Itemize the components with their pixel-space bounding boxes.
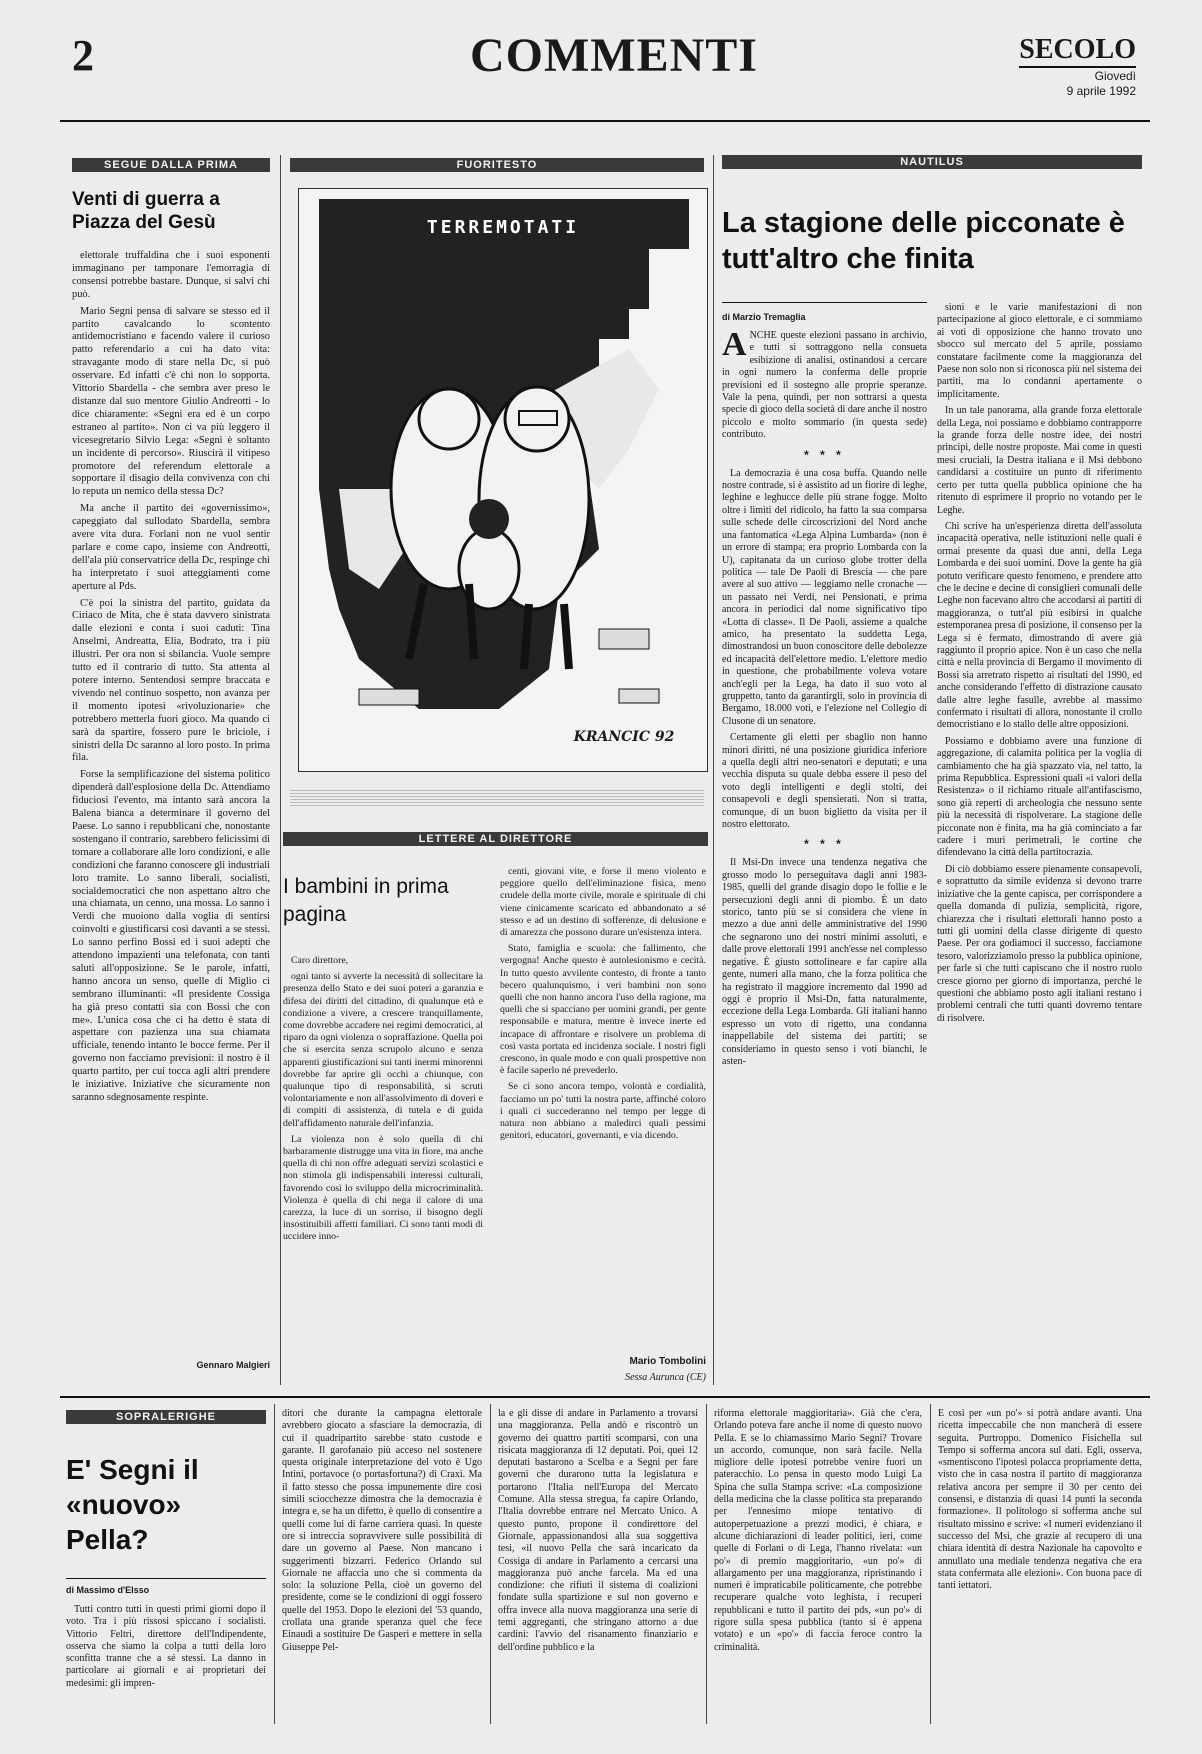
rubric-fuoritesto: FUORITESTO — [290, 158, 704, 172]
drop-cap: A — [722, 330, 747, 363]
masthead-rule — [60, 120, 1150, 122]
paragraph: ditori che durante la campagna elettorale avrebbero giocato a sfasciare la democrazia, di cui il quadripartito sarebbe stato custode e garante. Il garofanaio più acceso nel sostenere questa originale interpretazione del voto è Ugo Intini, portavoce (o portasfortuna?) di Craxi. Ma il fatto stesso che possa impunemente dire così simili sciocchezze dimostra che la democrazia è integra e, se ha un difetto, è quello di consentire a quelli come lui di farne carriera quasi. In queste ore si intreccia sopravvivere sulle possibilità di dare un governo al Paese. Non mancano i suggerimenti bizzarri. Federico Orlando sul Giornale ne affaccia uno che si commenta da solo: la soluzione Pella, cioè un governo del presidente, come se le condizioni di oggi fossero quelle del 1953. Dopo le elezioni del '53 quando, crollata una grande speranza quel che fece Einaudi a sostituire De Gasperi e mettere in sella Giuseppe Pel- — [282, 1408, 482, 1653]
paragraph: Il Msi-Dn invece una tendenza negativa che grosso modo lo perseguitava dagli anni 1983-1985, quelli del grande disagio dopo le follie e le persecuzioni degli anni di piombo. È un dato storico, tanto più se si considera che viene in mezzo a due anni delle amministrative del 1990 che segnarono uno dei nostri minimi assoluti, e dalle prove elettorali 1991 anch'esse nel complesso negative. È giusto sottolineare e far capire alla gente, numeri alla mano, che la forza politica che ha registrato il maggiore incremento dal 1990 ad oggi è proprio il Msi-Dn, fatta naturalmente, eccezione della Lega Lombarda. Gli italiani hanno espresso un voto di rigetto, una condanna inappellabile del sistema dei partiti; se consideriamo in questo senso i voti bianchi, le asten- — [722, 857, 927, 1067]
sopralerighe-col-a — [66, 1604, 266, 1724]
section-break: * * * — [804, 447, 845, 462]
byline-rule — [66, 1578, 266, 1579]
paragraph: Ma anche il partito dei «governissimo», capeggiato dal sullodato Sbardella, sembra avere vita dura. Forlani non ne vuol sentir parlare e come capo, insieme con Andreotti, dell'ala più conservatrice della Dc, respinge chi ha interpretato i suoi atteggiamenti come aperture al Pds. — [72, 503, 270, 592]
column-divider — [930, 1404, 931, 1724]
paragraph: Caro direttore, — [291, 955, 349, 966]
paragraph: Tutti contro tutti in questi primi giorni dopo il voto. Tra i più rissosi spiccano i socialisti. Vittorio Feltri, direttore dell'Indipendente, osserva che siamo la colpa a tutti della loro sconfitta tranne che a sé stessi. La danno in particolare ai giornali e ai proprietari dei medesimi: gli impren- — [66, 1604, 266, 1689]
paragraph: Se ci sono ancora tempo, volontà e cordialità, facciamo un po' tutti la nostra parte, affinché coloro i quali ci succederanno nel tempo per legge di natura non abbiano a maledirci quali pessimi genitori, educatori, governanti, e via dicendo. — [500, 1081, 706, 1142]
sopralerighe-col-d — [714, 1408, 922, 1724]
column-divider — [706, 1404, 707, 1724]
decorative-rule — [290, 788, 704, 806]
column-divider — [280, 155, 281, 1385]
paragraph: Stato, famiglia e scuola: che fallimento, che vergogna! Anche questo è autolesionismo e cecità. In tutto questo avvilente contesto, di fronte a tanto becero qualunquismo, i veri bambini non sono quelli che non hanno ancora l'uso della ragione, ma quelli che si spacciano per uomini grandi, per gente responsabile e matura, mentre è invece inerte ed incapace di affrontare e risolvere un problema di così vasta portata ed incidenza sociale. I nostri figli crescono, in quale modo e con quali prospettive non è facile saperlo né prevederlo. — [500, 943, 706, 1077]
paragraph: In un tale panorama, alla grande forza elettorale della Lega, noi possiamo e dobbiamo contrapporre la grande forza delle nostre idee, dei nostri principi, delle nostre proposte. Mai come in questi mesi cruciali, la Destra italiana e il Msi debbono candidarsi a costituire un punto di riferimento certo per tutta quella pubblica opinione che ha ritenuto di esprimere il proprio no votando per le Leghe. — [937, 405, 1142, 516]
headline-i-bambini: I bambini in prima pagina — [283, 875, 449, 926]
paragraph: ogni tanto si avverte la necessità di sollecitare la presenza dello Stato e dei suoi poteri a garanzia e difesa dei diritti del cittadino, di qualunque età e condizione a vivere, a crescere tranquillamente, come dovrebbe accadere nei regimi democratici, al riparo da ogni violenza o sopraffazione. Quella poi che si esercita senza scrupolo alcuno e senza apparenti giustificazioni sui tanti inermi minorenni dovrebbe far aprire gli occhi a chiunque, con qualunque tipo di responsabilità, si scruti volontariamente e non all'assolvimento di doveri e di compiti di assistenza, di tutela e di guida dell'affidamento naturale dell'infanzia. — [283, 971, 483, 1129]
paragraph: centi, giovani vite, e forse il meno violento e peggiore quello dell'eliminazione fisica, meno crudele della morte civile, morale e spirituale di chi viene cinicamente scaricato ed abbandonato a sé stesso e ad un destino di sofferenze, di delusione e di amarezza che possono durare un'esistenza intera. — [500, 866, 706, 939]
paragraph: Chi scrive ha un'esperienza diretta dell'assoluta incapacità operativa, nelle istituzioni nelle quali è ormai presente da quasi due anni, della Lega Lombarda e dei suoi uomini. Dove la gente ha già potuto verificare questo fenomeno, e prendere atto che le decine e decine di consiglieri comunali delle Leghe non facevano altro che accodarsi ai partiti di maggioranza, o tutt'al più esibirsi in qualche estemporanea presa di posizione, il consenso per la Lega si è fermato, dimostrando di avere già raggiunto il proprio apice. Non è un caso che nella città e nella provincia di Bergamo il movimento di Bossi sia arretrato rispetto ai risultati del 1990, ed anche considerando l'effetto di distrazione causato dalle altre leghe fasulle, avrebbe al massimo confermato i risultati di allora, nonostante il crollo democristiano e lo stallo delle altre opposizioni. — [937, 520, 1142, 731]
headline-stagione-picconate: La stagione delle picconate è tutt'altro che finita — [722, 207, 1125, 275]
byline-rule — [722, 302, 927, 303]
paragraph: la e gli disse di andare in Parlamento a trovarsi una maggioranza. Pella andò e riscontrò un governo dei quattro partiti scomparsi, con una risicata maggioranza di 12 deputati. Poi, quei 12 deputati bastarono a Scelba e a Segni per fare governi che durarono tutta la legislatura e portarono l'Italia nell'Europa del Mercato Comune. Alla stessa stregua, fa capire Orlando, l'Italia dovrebbe entrare nel Mercato Unico. A questo punto, propone il condirettore del Giornale, appassionandosi alla sua soggettiva tesi, «il nuovo Pella che sarà incaricato da Cossiga di andare in Parlamento a cercarsi una maggioranza può anche farcela. Ma ed una condizione: che rifiuti il sistema di coalizioni fondate sulla spartizione e sul non governo e offra invece alla nuova maggioranza una serie di temi aggreganti, che stringano attorno a due cardini: l'avvio del risanamento finanziario e dell'ordine pubblico e la — [498, 1408, 698, 1653]
paragraph: riforma elettorale maggioritaria». Già che c'era, Orlando poteva fare anche il nome di questo nuovo Pella. E se lo chiamassimo Mario Segni? Trovare un accordo, comunque, non sarà facile. Nella migliore delle ipotesi potrebbe venire fuori un pateracchio. Lo pensa in questo modo Luigi La Spina che sulla Stampa scrive: «La composizione della medicina che la classe politica sta preparando per l'ennesimo miope tentativo di autoperpetuazione a prezzi modici, è chiara, e alcune dichiarazioni di leader politici, ieri, come quelle di Forlani o di Lega, l'hanno rivelata: «un po'» di premio maggioritario, «un po'» di allargamento per una maggioranza, ripristinando i numeri è impraticabile politicamente, che potrebbe recuperare qualche voto leghista, i recuperi repubblicani e tutto il partito dei pds, «un po'» di rigore sulla spesa pubblica (tanto si è appena votato) e un «po'» di faccia feroce contro la criminalità. — [714, 1408, 922, 1653]
paragraph: Mario Segni pensa di salvare se stesso ed il partito cavalcando lo scontento antidemocristiano e facendo valere il curioso patto referendario a cui ha dato vita: stravagante modo di stare nella Dc, si può osservare. Ed infatti c'è chi non lo sopporta. Vittorio Sbardella - che sembra aver preso le distanze dal suo mentore Giulio Andreotti - lo dice chiaramente: «Segni era ed è un corpo estraneo al partito». Non ci va più leggero il vicesegretario Silvio Lega: «Segni è soltanto un incidente di percorso». Riuscirà il vitipeso promotore del referendum elettorale a sopportare il disagio della convivenza con chi lo reputa un nemico della stessa Dc? — [72, 305, 270, 498]
headline-segni-pella: E' Segni il «nuovo» Pella? — [66, 1454, 199, 1555]
sopralerighe-col-c — [498, 1408, 698, 1724]
column-divider — [274, 1404, 275, 1724]
section-title: COMMENTI — [470, 29, 758, 82]
paragraph: Forse la semplificazione del sistema politico dipenderà dall'esplosione della Dc. Attendiamo fiduciosi l'evento, ma intanto sarà ancora la Balena bianca a determinare il governo del Paese. Lo sanno i repubblicani che, nonostante sostengano il contrario, sarebbero felicissimi di tornare a collaborare alle loro condizioni, e alle condizioni che faranno conoscere gli industriali loro tramite. Lo sanno liberali, socialisti, socialdemocratici che non aspettano altro che una chiamata, un cenno, una mossa. Lo sanno i Verdi che muoiono dalla voglia di sentirsi coinvolti e giustificarsi così davanti a se stessi. Lo sanno perfino Bossi ed i suoi adepti che attendono impazienti una telefonata, con tanti saluti all'opposizione. Se le parole, infatti, hanno ancora un senso, quelle di Miglio ci sembrano illuminanti: «Il presidente Cossiga ha già preso contatti sia con Bossi che con me». L'unica cosa che ci ha detto è stata di aspettare con pazienza una sua chiamata ufficiale, tenendo intanto le bocce ferme. Per il governo non facciamo previsioni: il nostro è il quarto partito, per cui tocca agli altri prendere le iniziative. Iniziative che sicuramente non saranno sdegnosamente respinte. — [72, 769, 270, 1103]
newspaper-brand — [1019, 34, 1136, 98]
byline-delsso: di Massimo d'Elsso — [66, 1585, 150, 1595]
letter-body-b — [500, 866, 706, 1306]
paragraph: C'è poi la sinistra del partito, guidata da Ciriaco de Mita, che è stata davvero sinistrata dalle elezioni e conta i suoi caduti: Tina Anselmi, Andreatta, Elia, Bodrato, tra i più illustri. Per ora non si sbilancia. Vuole sempre tutto ed il contrario di tutto. Sta attenta al potere interno. Sentendosi sempre braccata e vivendo nel continuo sospetto, non avanza per il momento ipotesi «rivoluzionarie» che potrebbero metterla fuori gioco. Ma quando ci sarà da spartire, fossero pure le briciole, i sinistri della Dc saranno al loro posto. In prima fila. — [72, 597, 270, 764]
column-divider — [713, 155, 714, 1385]
rubric-sopralerighe: SOPRALERIGHE — [66, 1410, 266, 1424]
issue-date: 9 aprile 1992 — [1066, 84, 1136, 98]
cartoon-drawing — [299, 189, 707, 771]
paragraph: E così per «un po'» si potrà andare avanti. Una ricetta impeccabile che non mancherà di essere seguita. Purtroppo. Domenico Fisichella sul Tempo si sofferma ancora sul dati. Egli, osserva, «smentiscono l'ipotesi polacca propriamente detta, visto che in casa nostra il partito di maggioranza relativa ancora per sempre il 30 per cento dei consensi, e distanzia di quasi 14 punti la seconda formazione». Il politologo si sofferma anche sul risultato missino e scrive: «I numeri evidenziano il successo del Msi, che grazie al recupero di una chiara identità di destra Nazionale ha capovolto e annullato una mediale tendenza negativa che era stata confermata alle elezioni». Con buona pace di tanti iettatori. — [938, 1408, 1142, 1592]
letter-signature-place: Sessa Aurunca (CE) — [625, 1372, 706, 1383]
article-picconate-b — [937, 302, 1142, 1380]
sopralerighe-col-e — [938, 1408, 1142, 1724]
cartoon-signature: KRANCIC 92 — [573, 729, 675, 745]
article-picconate-a — [722, 330, 927, 1380]
cartoon-caption: TERREMOTATI — [426, 217, 580, 238]
paragraph: La violenza non è solo quella di chi barbaramente distrugge una vita in fiore, ma anche quella di chi non offre adeguati servizi scolastici e non stimola gli indispensabili interessi culturali, favorendo così lo sviluppo della microcriminalità. Violenza è quella di chi nega il calore di una carezza, la luce di un sorriso, il bisogno degli insostituibili affetti familiari. Ci sono tanti modi di uccidere inno- — [283, 1133, 483, 1243]
headline-venti-di-guerra: Venti di guerra a Piazza del Gesù — [72, 189, 220, 233]
article-venti-di-guerra — [72, 250, 270, 1340]
section-break: * * * — [804, 837, 845, 852]
rubric-lettere: LETTERE AL DIRETTORE — [283, 832, 708, 846]
letter-body-a — [283, 955, 483, 1375]
page-number: 2 — [72, 31, 94, 80]
brand-logo: SECOLO — [1019, 34, 1136, 68]
rubric-nautilus: NAUTILUS — [722, 155, 1142, 169]
issue-day: Giovedì — [1094, 69, 1136, 83]
paragraph: La democrazia è una cosa buffa. Quando nelle nostre contrade, si è assistito ad un fiorire di leghe, leghine e leghucce delle più strane fogge. Molto oltre i limiti del ridicolo, ha fatto la sua comparsa sulle schede delle circoscrizioni del Nord anche una fantomatica «Lega Alpina Lumbarda» (non è un errore di stampa; era proprio Lombarda con la U), capitanata da un curioso globe trotter della politica — tale De Paoli di Brescia — che pare avere al suo attivo — leggiamo nelle cronache — un passato nei Verdi, nei Pensionati, e prima ancora in periodici dal nome significativo tipo «Lotta di classe». Il De Paoli, assieme a qualche amico, ha presentato la suddetta Lega, dimostrandosi un buon conoscitore delle debolezze ed incapacità dell'elettore medio. L'elettore medio in questione, che probabilmente voleva votare anch'egli per la Lega, ha dato il suo voto al gruppetto, tanto da garantirgli, solo in provincia di Bergamo, 18.000 voti, e l'elezione nel Collegio di Clusone di un senatore. — [722, 467, 927, 727]
paragraph: Certamente gli eletti per sbaglio non hanno minori diritti, né una posizione giuridica inferiore a quella degli altri neo-senatori e deputati; e una vecchia disputa su quale debba essere il peso del voto degli intelligenti e degli stolti, dei consapevoli e degli spensierati. Non si tratta, comunque, di un buon biglietto da visita per il nostro elettorato. — [722, 732, 927, 831]
letter-signature: Mario Tombolini — [629, 1356, 706, 1367]
author-malgieri: Gennaro Malgieri — [196, 1360, 270, 1370]
paragraph: Possiamo e dobbiamo avere una funzione di aggregazione, di calamita politica per la voglia di cambiamento che ha già spazzato via, nel tatto, la prima Repubblica. Espressioni quali «i valori della Resistenza» o il richiamo rituale all'antifascismo, sono già reperti di archeologia che nessuno sente più la necessità di rispolverare. La stagione delle picconate non è finita, ma ha già cominciato a far cadere i muri perimetrali, le cortine che difendevano la città della partitocrazia. — [937, 735, 1142, 859]
paragraph: Di ciò dobbiamo essere pienamente consapevoli, e soprattutto da simile evidenza si devono trarre iniziative che la gente capisca, per corrispondere a quella domanda di pulizia, semplicità, rigore, chiarezza che i risultati elettorali hanno posto a tutti gli uomini della classe dirigente di questo Paese. Per ora godiamoci il successo, facciamone tesoro, valorizziamolo presso la pubblica opinione, per farle sì che tutti capiscano che il nostro ruolo cresce giorno per giorno di importanza, perché le questioni che abbiamo posto agli italiani restano i problemi centrali che tutti quanti dovremo tentare di risolvere. — [937, 863, 1142, 1024]
byline-tremaglia: di Marzio Tremaglia — [722, 312, 806, 322]
cartoon-terremotati — [298, 188, 708, 772]
bottom-rule — [60, 1396, 1150, 1398]
column-divider — [490, 1404, 491, 1724]
paragraph: ANCHE queste elezioni passano in archivio, e tutti si sottraggono nella consueta esibizione di analisi, ostinandosi a cercare in ogni numero la conferma delle proprie previsioni ed il sostegno alle proprie speranze. Vale la pena, quindi, per non sottrarsi a questa specie di gioco della società di dare anche il nostro piccolo e molto sommario (in questa sede) contributo. — [722, 330, 927, 441]
paragraph: elettorale truffaldina che i suoi esponenti immaginano per tamponare l'emorragia di consensi potrebbe bastare. Dunque, si salvi chi può. — [72, 250, 270, 300]
paragraph: sioni e le varie manifestazioni di non partecipazione al gioco elettorale, e ci sommiamo ai voti di opposizione che hanno trovato uno sbocco sul mercato del 5 aprile, possiamo constatare facilmente come la maggioranza del Paese non solo non si riconosca più nel sistema dei partiti, ma lo condanni apertamente o implicitamente. — [937, 302, 1142, 400]
sopralerighe-col-b — [282, 1408, 482, 1724]
rubric-segue: SEGUE DALLA PRIMA — [72, 158, 270, 172]
